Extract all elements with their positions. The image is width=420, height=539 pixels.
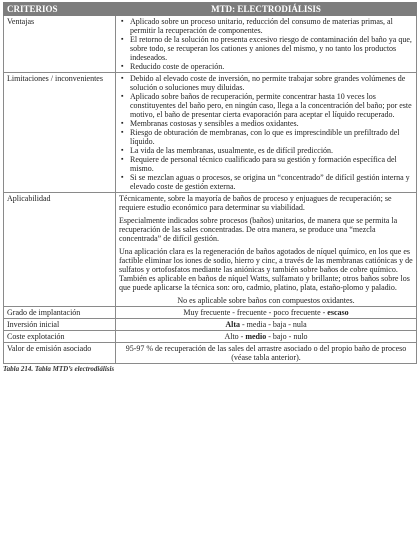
row-grado-implantacion [4,307,417,319]
selected-value: medio [245,332,267,341]
row-label: Aplicabilidad [4,193,116,307]
scale-text: Alto - [224,332,246,341]
document [3,2,417,373]
paragraph: No es aplicable sobre baños con compuestos oxidantes. [177,296,355,305]
bullet-list [119,74,413,191]
list-item: ▪ Aplicado sobre baños de recuperación, permite concentrar hasta 10 veces los constituyentes del baño pero, en ningún caso, llega a la concentración del baño; por este motivo, el baño de presentar cierta evaporación para aceptar el líquido recuperado. [130,92,413,119]
mtd-table [3,2,417,364]
row-inversion-inicial [4,319,417,331]
list-item: ▪ Reducido coste de operación. [130,62,413,71]
scale-text: - media - baja - nula [240,320,307,329]
row-limitaciones [4,73,417,193]
row-label: Ventajas [4,16,116,73]
paragraph: Especialmente indicados sobre procesos (baños) unitarios, de manera que se permita la recuperación de las sales concentradas. De otra manera, se produce una “mezcla concentrada” de difícil gestión. [119,216,398,243]
list-item: ▪ La vida de las membranas, usualmente, es de difícil predicción. [130,146,413,155]
row-aplicabilidad [4,193,417,307]
row-label: Coste explotación [4,331,116,343]
row-valor-emision [4,343,417,364]
selected-value: escaso [327,308,349,317]
row-coste-explotacion [4,331,417,343]
list-item: ▪ El retorno de la solución no presenta excesivo riesgo de contaminación del baño ya que, sobre todo, se recuperan los cationes y aniones del mismo, y no tanto los productos indeseados. [130,35,413,62]
scale-text: - bajo - nulo [266,332,308,341]
header-mtd: MTD: ELECTRODIÁLISIS [116,3,417,16]
row-content [116,331,417,343]
row-content [116,16,417,73]
row-ventajas [4,16,417,73]
list-item: ▪ Riesgo de obturación de membranas, con lo que es imprescindible un prefiltrado del líquido. [130,128,413,146]
row-content [116,307,417,319]
list-item: ▪ Debido al elevado coste de inversión, no permite trabajar sobre grandes volúmenes de solución o soluciones muy diluidas. [130,74,413,92]
row-content [116,73,417,193]
row-label: Grado de implantación [4,307,116,319]
list-item: ▪ Aplicado sobre un proceso unitario, reducción del consumo de materias primas, al permitir la recuperación de componentes. [130,17,413,35]
scale-text: Muy frecuente - frecuente - poco frecuente - [183,308,328,317]
row-label: Limitaciones / inconvenientes [4,73,116,193]
row-content [116,193,417,307]
bullet-list [119,17,413,71]
row-content [116,319,417,331]
list-item: ▪ Requiere de personal técnico cualificado para su gestión y formación específica del mismo. [130,155,413,173]
row-label: Valor de emisión asociado [4,343,116,364]
selected-value: Alta [225,320,241,329]
table-caption: Tabla 214. Tabla MTD’s electrodiálisis [3,365,115,373]
header-criterios: CRITERIOS [4,3,116,16]
paragraph: Una aplicación clara es la regeneración de baños agotados de níquel químico, en los que es factible eliminar los iones de sodio, hierro y cinc, a través de las membranas catiónicas y de sulfatos y ortofosfatos mediante las aniónicas y también sobre baños de cobre químico. También es aplicable en baños de níquel Watts, sulfamato y brillante; otros baños sobre los que puede aplicarse la técnica son: oro, cadmio, platino, plata, estaño-plomo y paladio. [119,247,413,292]
paragraph: Técnicamente, sobre la mayoría de baños de proceso y enjuagues de recuperación; se requiere estudio económico para determinar su viabilidad. [119,194,392,212]
table-header-row [4,3,417,16]
row-label: Inversión inicial [4,319,116,331]
row-content: 95-97 % de recuperación de las sales del arrastre asociado o del propio baño de proceso (véase tabla anterior). [116,343,417,364]
list-item: ▪ Si se mezclan aguas o procesos, se origina un “concentrado” de difícil gestión interna y elevado coste de gestión externa. [130,173,413,191]
list-item: ▪ Membranas costosas y sensibles a medios oxidantes. [130,119,413,128]
